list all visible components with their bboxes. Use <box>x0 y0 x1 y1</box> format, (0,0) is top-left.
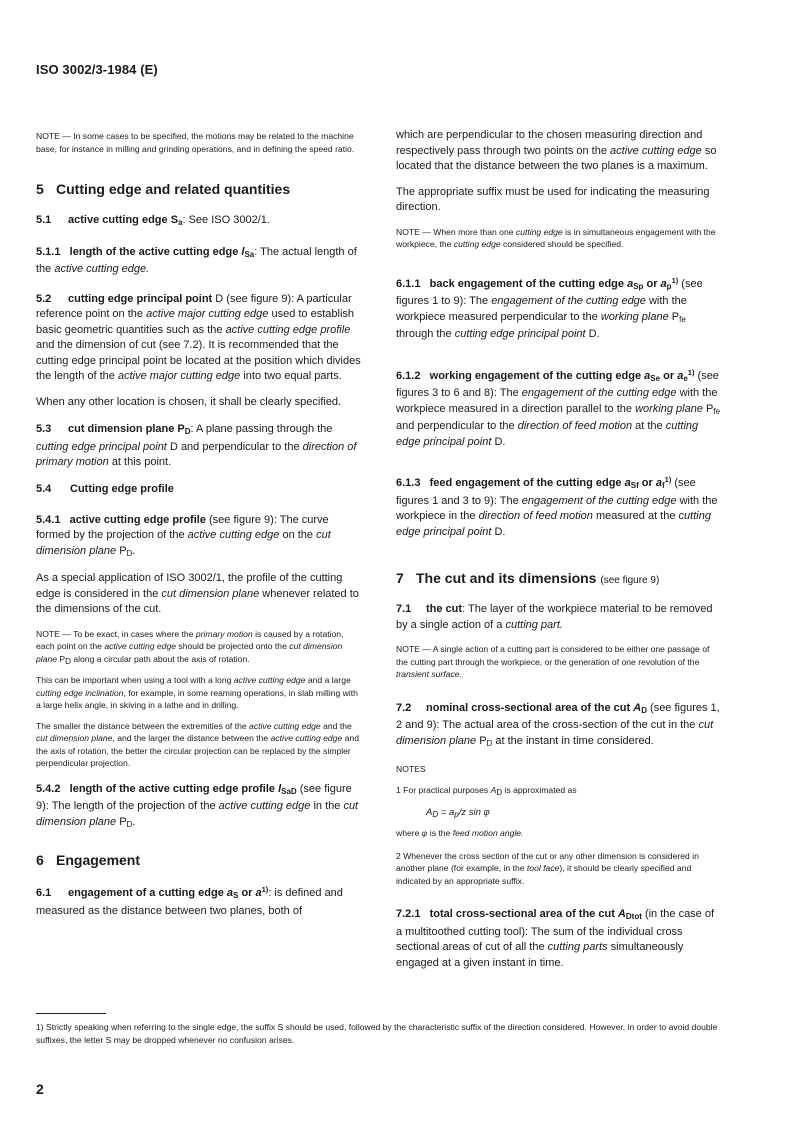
clause-7-2-1: 7.2.1 total cross-sectional area of the cut $A_{Dtot}$ (in the case of a multitoothed cutting tool): The sum of the individual cross sectional areas of cut of all the cutting parts simultaneously engaged at a given instant in time. <box>396 908 715 969</box>
note-multiple-edges: NOTE — When more than one cutting edge is in simultaneous engagement with the workpiece, the cutting edge considered should be specified. <box>396 226 716 249</box>
clause-5-3: 5.3 cut dimension plane $P_D$: A plane passing through the cutting edge principal point D and perpendicular to the direction of primary motion at this point. <box>36 423 357 468</box>
note-where: where φ is the feed motion angle. <box>396 828 524 838</box>
clause-7-1: 7.1 the cut: The layer of the workpiece material to be removed by a single action of a cutting part. <box>396 603 713 631</box>
para-special-application: As a special application of ISO 3002/1, the profile of the cutting edge is considered in the cut dimension plane whenever related to the dimensions of the cut. <box>36 572 359 615</box>
section-6-heading: 6 Engagement <box>36 852 141 868</box>
clause-5-4-1: 5.4.1 active cutting edge profile (see figure 9): The curve formed by the projection of the active cutting edge on the cut dimension plane $P_D$. <box>36 513 331 558</box>
clause-5-4-heading: 5.4 Cutting edge profile <box>36 482 174 495</box>
clause-5-2: 5.2 cutting edge principal point D (see figure 9): A particular reference point on the active major cutting edge used to establish basic geometric quantities such as the active cutting edge profile and the dimension of cut (see 7.2). It is recommended that the cutting edge principal point be located at the position which divides the length of the active major cutting edge into two equal parts. <box>36 292 361 382</box>
left-column <box>36 128 362 919</box>
right-column <box>396 128 722 971</box>
para-other-location: When any other location is chosen, it shall be clearly specified. <box>36 395 342 408</box>
section-5-heading: 5 Cutting edge and related quantities <box>36 181 291 197</box>
document-header: ISO 3002/3-1984 (E) <box>36 62 158 77</box>
clause-6-1-1: 6.1.1 back engagement of the cutting edge $a_{Sp}$ or $a_p^{1)}$ (see figures 1 to 9): The engagement of the cutting edge with the workpiece measured perpendicular to the working plane $P_{fe}$ through the cutting edge principal point D. <box>396 275 703 340</box>
note-1-practical: 1 For practical purposes AD is approximated as <box>396 784 577 797</box>
section-7-heading: 7 The cut and its dimensions (see figure 9) <box>396 570 660 586</box>
clause-5-1: 5.1 active cutting edge $S_a$: See ISO 3002/1. <box>36 214 270 227</box>
footnote-rule <box>36 1013 106 1014</box>
clause-5-1-1: 5.1.1 length of the active cutting edge $l_{Sa}$: The actual length of the active cutting edge. <box>36 245 357 275</box>
footnote-1: 1) Strictly speaking when referring to the single edge, the suffix S should be used, followed by the characteristic suffix of the direction considered. However, in order to avoid double suffixes, the letter S may be dropped whenever no confusion arises. <box>36 1022 718 1045</box>
note-motions: NOTE — In some cases to be specified, the motions may be related to the machine base, for instance in milling and grinding operations, and in defining the speed ratio. <box>36 131 355 154</box>
note-to-be-exact: NOTE — To be exact, in cases where the primary motion is caused by a rotation, each point on the active cutting edge should be projected onto the cut dimension plane PD along a circular path about the axis of rotation. <box>36 628 344 666</box>
clause-7-2: 7.2 nominal cross-sectional area of the cut $A_D$ (see figures 1, 2 and 9): The actual area of the cross-section of the cut in the cut dimension plane $P_D$ at the instant in time considered. <box>396 701 720 748</box>
page-number: 2 <box>36 1081 44 1097</box>
note-long-edge: This can be important when using a tool with a long active cutting edge and a large cutting edge inclination, for example, in some reaming operations, in slab milling with a large helix angle, in skiving in a lathe and in drilling. <box>36 675 358 710</box>
para-engagement-continued: which are perpendicular to the chosen measuring direction and respectively pass through two points on the active cutting edge so located that the distance between the two planes is a maximum. <box>396 129 717 172</box>
note-single-action: NOTE — A single action of a cutting part is considered to be either one passage of the cutting part through the workpiece, or the generation of one revolution of the transient surface. <box>396 644 710 679</box>
clause-6-1: 6.1 engagement of a cutting edge $a_S$ or $a^{1)}$: is defined and measured as the distance between two planes, both of <box>36 885 343 917</box>
clause-6-1-3: 6.1.3 feed engagement of the cutting edge $a_{Sf}$ or $a_f^{1)}$ (see figures 1 and 3 to 9): The engagement of the cutting edge with the workpiece in the direction of feed motion measured at the cutting edge principal point D. <box>396 475 718 538</box>
approximation-formula: $A_D = a_p/z$ sin φ <box>426 807 490 819</box>
clause-5-4-2: 5.4.2 length of the active cutting edge profile $l_{SaD}$ (see figure 9): The length of the projection of the active cutting edge in the cut dimension plane $P_D$. <box>36 782 359 829</box>
notes-label: NOTES <box>396 764 426 774</box>
para-suffix: The appropriate suffix must be used for indicating the measuring direction. <box>396 185 710 213</box>
note-2-other-plane: 2 Whenever the cross section of the cut or any other dimension is considered in another plane (for example, in the tool face), it should be clearly specified and indicated by an appropriate suffix. <box>396 850 699 886</box>
note-smaller-distance: The smaller the distance between the extremities of the active cutting edge and the cut dimension plane, and the larger the distance between the active cutting edge and the axis of rotation, the better the circular projection can be replaced by the simpler perpendicular projection. <box>36 720 359 768</box>
clause-6-1-2: 6.1.2 working engagement of the cutting edge $a_{Se}$ or $a_e^{1)}$ (see figures 3 to 6 and 8): The engagement of the cutting edge with the workpiece measured in a direction parallel to the working plane $P_{fe}$ and perpendicular to the direction of feed motion at the cutting edge principal point D. <box>396 367 721 448</box>
